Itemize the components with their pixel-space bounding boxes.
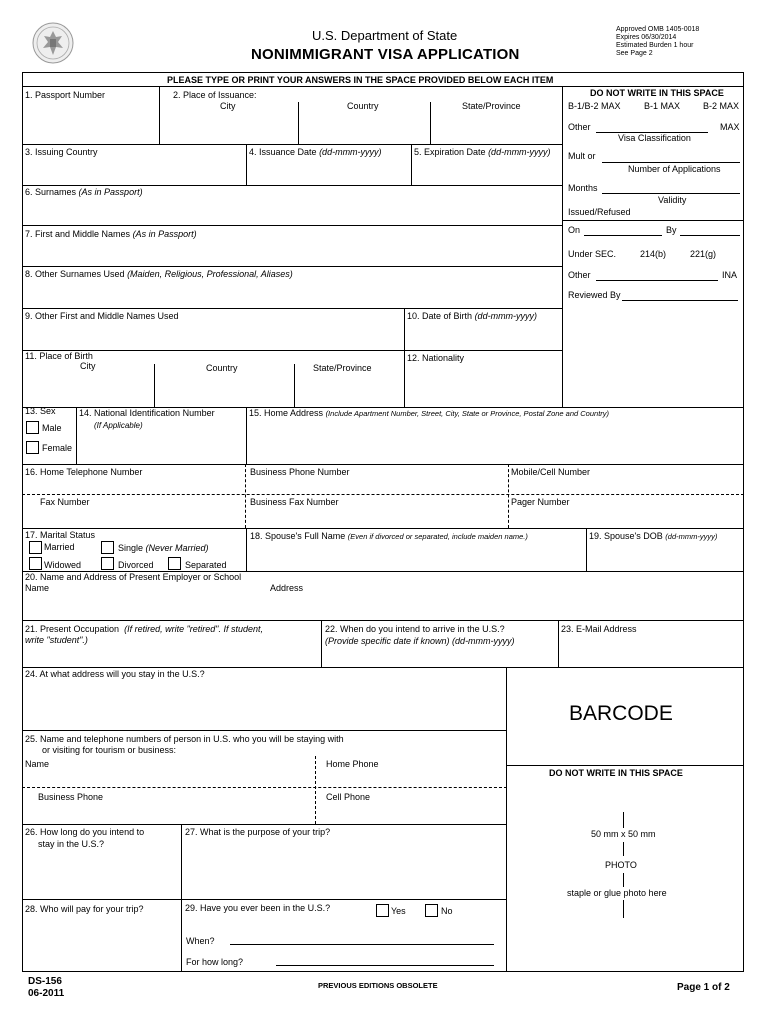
field-12-nationality-label: 12. Nationality [407, 353, 465, 363]
single-checkbox[interactable] [101, 541, 114, 554]
divorced-checkbox[interactable] [101, 557, 114, 570]
field-3-issuing-country-input[interactable] [24, 159, 246, 184]
field-16-home-telephone-label: 16. Home Telephone Number [25, 467, 143, 477]
field-17-marital-status-label: 17. Marital Status [25, 530, 96, 540]
field-9-other-first-middle-names-label: 9. Other First and Middle Names Used [25, 311, 179, 321]
field-11-place-of-birth-label: 11. Place of Birth [25, 351, 93, 361]
separated-checkbox[interactable] [168, 557, 181, 570]
field-21-occupation-note: write "student".) [25, 635, 88, 645]
field-14-if-applicable: (If Applicable) [94, 421, 143, 430]
form-date: 06-2011 [28, 988, 65, 999]
office-b2-max: B-2 MAX [703, 101, 740, 111]
department-name: U.S. Department of State [312, 28, 458, 43]
yes-checkbox[interactable] [376, 904, 389, 917]
female-checkbox[interactable] [26, 441, 39, 454]
field-24-us-address-input[interactable] [24, 681, 504, 729]
field-1-passport-number-input[interactable] [24, 102, 158, 143]
field-25-name-label: Name [25, 759, 50, 769]
photo-do-not-write: DO NOT WRITE IN THIS SPACE [549, 768, 683, 778]
divorced-label: Divorced [118, 560, 154, 570]
field-20-employer-label: 20. Name and Address of Present Employer or School [25, 572, 242, 582]
male-checkbox[interactable] [26, 421, 39, 434]
field-25-contact-label-2: or visiting for tourism or business: [42, 745, 177, 755]
male-label: Male [42, 423, 62, 433]
female-label: Female [42, 443, 73, 453]
field-8-other-surnames-input[interactable] [24, 281, 561, 307]
office-under-sec: Under SEC. [568, 249, 617, 259]
field-5-expiration-date-input[interactable] [413, 159, 561, 184]
office-use-title: DO NOT WRITE IN THIS SPACE [590, 88, 724, 98]
field-25-home-phone-label: Home Phone [326, 759, 379, 769]
field-10-date-of-birth-label: 10. Date of Birth (dd-mmm-yyyy) [407, 311, 538, 321]
business-phone-label: Business Phone Number [250, 467, 350, 477]
field-2-country-label: Country [347, 101, 379, 111]
office-221g: 221(g) [690, 249, 717, 259]
field-2-country-input[interactable] [300, 112, 429, 143]
state-department-seal [32, 22, 74, 64]
field-11-country-label: Country [206, 363, 238, 373]
office-validity: Validity [658, 195, 687, 205]
field-11-city-input[interactable] [24, 374, 153, 406]
single-label: Single (Never Married) [118, 543, 209, 553]
field-15-home-address-label: 15. Home Address (Include Apartment Number, Street, City, State or Province, Postal Zone and Country) [249, 408, 610, 418]
field-29-been-in-us-label: 29. Have you ever been in the U.S.? [185, 903, 331, 913]
field-25-cell-phone-label: Cell Phone [326, 792, 371, 802]
field-7-first-middle-names-input[interactable] [24, 241, 561, 265]
married-label: Married [44, 542, 75, 552]
field-19-spouse-dob-input[interactable] [588, 543, 742, 570]
office-ina: INA [722, 270, 738, 280]
field-19-spouse-dob-label: 19. Spouse's DOB (dd-mmm-yyyy) [589, 531, 718, 541]
field-23-email-input[interactable] [560, 636, 742, 666]
photo-staple: staple or glue photo here [567, 888, 667, 898]
office-b1-max: B-1 MAX [644, 101, 681, 111]
field-28-who-pays-label: 28. Who will pay for your trip? [25, 904, 144, 914]
instruction-banner: PLEASE TYPE OR PRINT YOUR ANSWERS IN THE SPACE PROVIDED BELOW EACH ITEM [167, 75, 554, 85]
field-18-spouse-name-label: 18. Spouse's Full Name (Even if divorced or separated, include maiden name.) [250, 531, 528, 541]
photo-label: PHOTO [605, 860, 637, 870]
field-21-occupation-input[interactable] [24, 648, 320, 666]
field-9-other-first-middle-names-input[interactable] [24, 323, 403, 349]
omb-approval: Approved OMB 1405-0018 [616, 26, 700, 33]
field-20-employer-input[interactable] [24, 595, 742, 619]
field-26-length-of-stay-label-2: stay in the U.S.? [38, 839, 105, 849]
field-12-nationality-input[interactable] [406, 365, 561, 406]
office-other-2: Other [568, 270, 591, 280]
office-mult: Mult or [568, 151, 596, 161]
field-6-surnames-input[interactable] [24, 199, 561, 224]
field-4-issuance-date-label: 4. Issuance Date (dd-mmm-yyyy) [249, 147, 382, 157]
office-by: By [666, 225, 677, 235]
field-28-who-pays-input[interactable] [24, 916, 179, 970]
field-25-business-phone-input[interactable] [24, 804, 314, 823]
field-2-city-label: City [220, 101, 236, 111]
mobile-cell-input[interactable] [510, 479, 742, 493]
field-24-us-address-label: 24. At what address will you stay in the U.S.? [25, 669, 205, 679]
office-b1b2-max: B-1/B-2 MAX [568, 101, 621, 111]
photo-drop-area[interactable] [508, 785, 743, 971]
omb-burden: Estimated Burden 1 hour [616, 42, 694, 49]
field-4-issuance-date-input[interactable] [248, 159, 410, 184]
form-number: DS-156 [28, 976, 62, 987]
field-11-city-label: City [80, 361, 96, 371]
field-11-state-input[interactable] [296, 376, 403, 406]
business-fax-label: Business Fax Number [250, 497, 339, 507]
office-214b: 214(b) [640, 249, 667, 259]
field-8-other-surnames-label: 8. Other Surnames Used (Maiden, Religious, Professional, Aliases) [25, 269, 293, 279]
field-14-national-id-input[interactable] [78, 432, 245, 463]
barcode-text: BARCODE [569, 702, 673, 725]
field-22-arrival-input[interactable] [323, 648, 557, 666]
field-3-issuing-country-label: 3. Issuing Country [25, 147, 98, 157]
field-23-email-label: 23. E-Mail Address [561, 624, 637, 634]
field-2-state-label: State/Province [462, 101, 521, 111]
field-26-length-of-stay-label: 26. How long do you intend to [25, 827, 145, 837]
office-on: On [568, 225, 581, 235]
business-phone-input[interactable] [247, 479, 507, 493]
field-15-home-address-input[interactable] [248, 420, 742, 463]
business-fax-input[interactable] [247, 509, 507, 527]
field-29-how-long-label: For how long? [186, 957, 244, 967]
previous-editions-obsolete: PREVIOUS EDITIONS OBSOLETE [318, 981, 438, 990]
office-other: Other [568, 122, 591, 132]
field-21-occupation-label: 21. Present Occupation (If retired, write "retired". If student, [25, 624, 264, 634]
office-reviewed-by: Reviewed By [568, 290, 621, 300]
field-13-sex-label: 13. Sex [25, 406, 56, 416]
field-25-contact-label: 25. Name and telephone numbers of person in U.S. who you will be staying with [25, 734, 344, 744]
field-20-name-label: Name [25, 583, 50, 593]
office-visa-classification: Visa Classification [618, 133, 691, 143]
field-20-address-label: Address [270, 583, 304, 593]
no-checkbox[interactable] [425, 904, 438, 917]
field-11-state-label: State/Province [313, 363, 372, 373]
field-2-place-of-issuance-label: 2. Place of Issuance: [173, 90, 257, 100]
omb-expiry: Expires 06/30/2014 [616, 34, 677, 41]
home-telephone-input[interactable] [24, 479, 244, 493]
eagle-seal-icon [32, 22, 74, 64]
field-29-when-input[interactable] [230, 932, 494, 945]
field-10-date-of-birth-input[interactable] [406, 323, 561, 349]
field-25-business-phone-label: Business Phone [38, 792, 104, 802]
office-max: MAX [720, 122, 740, 132]
field-6-surnames-label: 6. Surnames (As in Passport) [25, 187, 143, 197]
field-22-arrival-label: 22. When do you intend to arrive in the U.S.? [325, 624, 505, 634]
field-25-name-input[interactable] [24, 771, 314, 786]
married-checkbox[interactable] [29, 541, 42, 554]
widowed-checkbox[interactable] [29, 557, 42, 570]
fax-number-label: Fax Number [40, 497, 90, 507]
field-14-national-id-label: 14. National Identification Number [79, 408, 215, 418]
fax-number-input[interactable] [24, 509, 244, 527]
no-label: No [441, 906, 453, 916]
field-7-first-middle-names-label: 7. First and Middle Names (As in Passport) [25, 229, 197, 239]
pager-number-input[interactable] [510, 509, 742, 527]
yes-label: Yes [391, 906, 406, 916]
office-issued-refused: Issued/Refused [568, 207, 631, 217]
field-18-spouse-name-input[interactable] [248, 543, 585, 570]
widowed-label: Widowed [44, 560, 82, 570]
field-26-length-of-stay-input[interactable] [24, 852, 179, 898]
field-22-arrival-note: (Provide specific date if known) (dd-mmm-yyyy) [325, 636, 515, 646]
field-1-passport-number-label: 1. Passport Number [25, 90, 106, 100]
field-2-city-input[interactable] [161, 112, 297, 143]
field-25-cell-phone-input[interactable] [318, 804, 504, 823]
separated-label: Separated [185, 560, 227, 570]
omb-see-page: See Page 2 [616, 50, 653, 57]
page-indicator: Page 1 of 2 [677, 982, 730, 993]
form-title: NONIMMIGRANT VISA APPLICATION [251, 46, 520, 63]
photo-size: 50 mm x 50 mm [591, 829, 656, 839]
pager-number-label: Pager Number [511, 497, 570, 507]
field-5-expiration-date-label: 5. Expiration Date (dd-mmm-yyyy) [414, 147, 551, 157]
field-27-purpose-input[interactable] [183, 839, 504, 898]
field-25-home-phone-input[interactable] [318, 771, 504, 786]
mobile-cell-label: Mobile/Cell Number [511, 467, 591, 477]
field-29-when-label: When? [186, 936, 215, 946]
field-27-purpose-label: 27. What is the purpose of your trip? [185, 827, 331, 837]
field-11-country-input[interactable] [156, 376, 293, 406]
barcode-area [508, 668, 743, 764]
field-29-how-long-input[interactable] [276, 953, 494, 966]
field-2-state-input[interactable] [432, 112, 561, 143]
office-months: Months [568, 183, 598, 193]
office-number-of-applications: Number of Applications [628, 164, 721, 174]
